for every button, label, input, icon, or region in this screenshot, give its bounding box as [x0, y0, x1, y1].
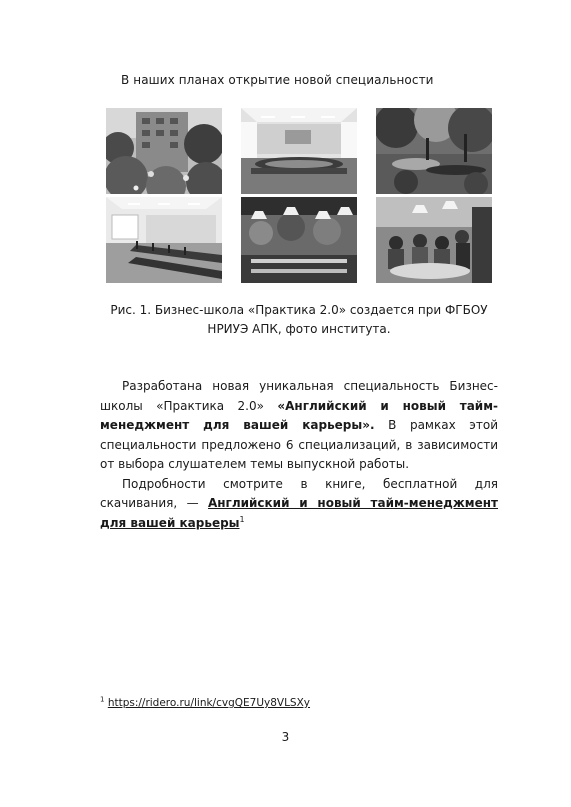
caption-line-1: Рис. 1. Бизнес-школа «Практика 2.0» создается при ФГБОУ	[110, 303, 488, 317]
footnote-mark: 1	[100, 695, 105, 704]
book-link[interactable]: Английский и новый тайм-менеджмент для вашей карьеры	[100, 496, 498, 530]
group-at-table-photo	[376, 197, 492, 283]
paragraph-2	[100, 475, 498, 534]
intro-text: В наших планах открытие новой специальности	[121, 73, 434, 87]
specialty-name-bold: «Английский и новый тайм-менеджмент для вашей карьеры».	[100, 398, 499, 432]
paragraph-1-text-b: В рамках этой специальности предложено 6 специализаций, в зависимости от выбора слушателем темы выпускной работы.	[100, 418, 498, 471]
meeting-room-photo	[106, 197, 222, 283]
body-text	[100, 377, 498, 533]
building-exterior-photo	[106, 108, 222, 194]
page-number: 3	[281, 730, 290, 744]
footnote-reference[interactable]: 1	[239, 514, 245, 524]
caption-line-2: НРИУЭ АПК, фото института.	[207, 322, 391, 336]
conference-hall-photo	[241, 108, 357, 194]
paragraph-2-text: Подробности смотрите в книге, бесплатной для скачивания, —	[100, 476, 498, 510]
paragraph-1-text-a: Разработана новая уникальная специальность Бизнес-школы «Практика 2.0»	[100, 379, 498, 413]
photo-grid	[106, 108, 492, 284]
hall-with-mural-photo	[241, 197, 357, 283]
pond-trees-photo	[376, 108, 492, 194]
footnote	[100, 697, 310, 709]
footnote-url-link[interactable]: https://ridero.ru/link/cvgQE7Uy8VLSXy	[107, 697, 311, 709]
figure-caption	[100, 301, 498, 339]
paragraph-1	[100, 377, 498, 475]
